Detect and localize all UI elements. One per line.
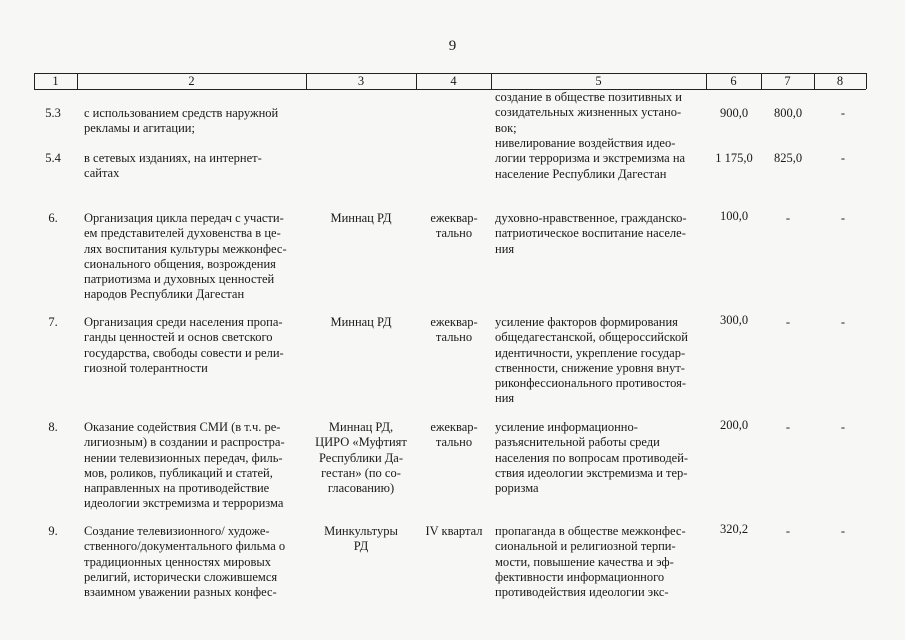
result-line: логии терроризма и экстремизма на: [495, 151, 686, 166]
executor: [309, 315, 413, 330]
measure-name-line: Оказание содействия СМИ (в т.ч. ре-: [84, 420, 281, 434]
result-line: создание в обществе позитивных и: [495, 90, 682, 104]
expected-result: [495, 420, 703, 496]
executor-line: гестан» (по со-: [321, 465, 401, 480]
measure-name-line: мов, роликов, публикаций и статей,: [84, 465, 273, 480]
result-line: идентичности, укрепление государ-: [495, 345, 686, 360]
funding-col-7: -: [785, 420, 791, 434]
term: [420, 420, 488, 451]
term-line: ежеквар-: [430, 420, 478, 434]
funding-col-8: -: [840, 151, 846, 165]
measure-name-line: сионального общения, возрождения: [84, 256, 276, 271]
header-col-8: 8: [836, 74, 844, 88]
measure-name-line: в сетевых изданиях, на интернет-: [84, 151, 262, 165]
header-col-1: 1: [52, 74, 59, 88]
header-col-2: 2: [188, 74, 195, 88]
measure-name-line: взаимном уважении разных конфес-: [84, 585, 277, 600]
result-line: фективности информационного: [495, 569, 665, 584]
funding-col-7: -: [785, 211, 791, 225]
result-line: усиление информационно-: [495, 420, 638, 434]
expected-result: [495, 315, 703, 407]
measure-name: [84, 524, 302, 600]
row-number: 7.: [48, 315, 58, 329]
header-divider: [866, 73, 867, 89]
term-line: тально: [435, 226, 473, 241]
measure-name-line: традиционных ценностях мировых: [84, 554, 272, 569]
measure-name-line: Организация цикла передач с участи-: [84, 211, 284, 225]
result-line: риконфессионального противостоя-: [495, 376, 687, 391]
expected-result: [495, 524, 703, 600]
result-line: нивелирование воздействия идео-: [495, 136, 676, 150]
header-col-3: 3: [357, 74, 365, 88]
executor: [309, 211, 413, 226]
header-bottom-border: [34, 89, 866, 90]
executor-line: Минкультуры: [324, 524, 398, 538]
measure-name-line: идеологии экстремизма и терроризма: [84, 496, 284, 511]
funding-col-8: -: [840, 211, 846, 225]
funding-col-6: 300,0: [719, 313, 749, 327]
header-col-6: 6: [730, 74, 737, 88]
term-line: IV квартал: [425, 524, 483, 538]
header-col-5: 5: [595, 74, 602, 88]
measure-name-line: лигиозным) в создании и распростра-: [84, 435, 285, 450]
measure-name: [84, 151, 302, 182]
funding-col-8: -: [840, 106, 846, 120]
result-line: ния: [495, 241, 515, 256]
measure-name-line: государства, свободы совести и рели-: [84, 345, 284, 360]
measure-name-line: с использованием средств наружной: [84, 106, 279, 120]
header-col-7: 7: [784, 74, 791, 88]
measure-name-line: ганды ценностей и основ светского: [84, 330, 273, 345]
result-line: роризма: [495, 481, 539, 496]
result-line: сиональной и религиозной терпи-: [495, 539, 676, 554]
page-number: 9: [448, 38, 457, 54]
term: [420, 211, 488, 242]
result-line: пропаганда в обществе межконфес-: [495, 524, 686, 538]
executor-line: Миннац РД: [330, 211, 392, 225]
executor: [309, 420, 413, 496]
funding-col-7: 825,0: [773, 151, 803, 165]
term-line: тально: [435, 330, 473, 345]
funding-col-6: 900,0: [719, 106, 749, 120]
result-line: ния: [495, 391, 515, 406]
row-number: 6.: [48, 211, 58, 225]
result-line: вок;: [495, 120, 517, 135]
row-number: 8.: [48, 420, 58, 434]
term: [420, 315, 488, 346]
funding-col-8: -: [840, 524, 846, 538]
funding-col-6: 1 175,0: [715, 151, 753, 165]
funding-col-6: 100,0: [719, 209, 749, 223]
result-line: созидательных жизненных устано-: [495, 105, 682, 120]
measure-name-line: патриотизма и духовных ценностей: [84, 272, 275, 287]
result-line: общедагестанской, общероссийской: [495, 330, 688, 345]
funding-col-6: 200,0: [719, 418, 749, 432]
term: [420, 524, 488, 539]
result-line: населения по вопросам противодей-: [495, 450, 689, 465]
executor-line: ЦИРО «Муфтият: [315, 435, 407, 450]
expected-result: [495, 211, 703, 257]
term-line: ежеквар-: [430, 211, 478, 225]
result-line: духовно-нравственное, гражданско-: [495, 211, 687, 225]
row-number: 9.: [48, 524, 58, 538]
result-line: патриотическое воспитание населе-: [495, 226, 686, 241]
measure-name: [84, 420, 302, 512]
executor-line: Миннац РД: [330, 315, 392, 329]
funding-col-7: 800,0: [773, 106, 803, 120]
measure-name-line: Организация среди населения пропа-: [84, 315, 283, 329]
measure-name: [84, 211, 302, 303]
measure-name-line: рекламы и агитации;: [84, 121, 195, 136]
measure-name-line: направленных на противодействие: [84, 481, 270, 496]
measure-name-line: ственного/документального фильма о: [84, 539, 286, 554]
measure-name-line: народов Республики Дагестан: [84, 287, 245, 302]
row-number: 5.4: [45, 151, 61, 165]
result-line: ствия идеологии экстремизма и тер-: [495, 465, 688, 480]
funding-col-7: -: [785, 315, 791, 329]
funding-col-8: -: [840, 315, 846, 329]
result-line: противодействия идеологии экс-: [495, 585, 669, 600]
funding-col-7: -: [785, 524, 791, 538]
executor-line: РД: [353, 539, 369, 554]
term-line: ежеквар-: [430, 315, 478, 329]
term-line: тально: [435, 435, 473, 450]
expected-result: [495, 90, 703, 136]
measure-name-line: религий, исторически сложившемся: [84, 569, 278, 584]
result-line: мости, повышение качества и эф-: [495, 554, 674, 569]
row-number: 5.3: [45, 106, 61, 120]
measure-name-line: гиозной толерантности: [84, 360, 208, 375]
result-line: разъяснительной работы среди: [495, 435, 660, 450]
executor: [309, 524, 413, 555]
header-col-4: 4: [450, 74, 457, 88]
executor-line: гласованию): [327, 481, 395, 496]
funding-col-8: -: [840, 420, 846, 434]
executor-line: Миннац РД,: [328, 420, 394, 434]
result-line: ственности, снижение уровня внут-: [495, 360, 685, 375]
measure-name-line: Создание телевизионного/ художе-: [84, 524, 270, 538]
measure-name-line: нении телевизионных передач, филь-: [84, 450, 283, 465]
funding-col-6: 320,2: [719, 522, 749, 536]
expected-result: [495, 136, 703, 182]
measure-name-line: лях воспитания культуры межконфес-: [84, 241, 287, 256]
result-line: усиление факторов формирования: [495, 315, 678, 329]
result-line: население Республики Дагестан: [495, 166, 667, 181]
executor-line: Республики Да-: [318, 450, 404, 465]
measure-name-line: сайтах: [84, 166, 120, 181]
measure-name: [84, 106, 302, 137]
measure-name-line: ем представителей духовенства в це-: [84, 226, 281, 241]
measure-name: [84, 315, 302, 376]
